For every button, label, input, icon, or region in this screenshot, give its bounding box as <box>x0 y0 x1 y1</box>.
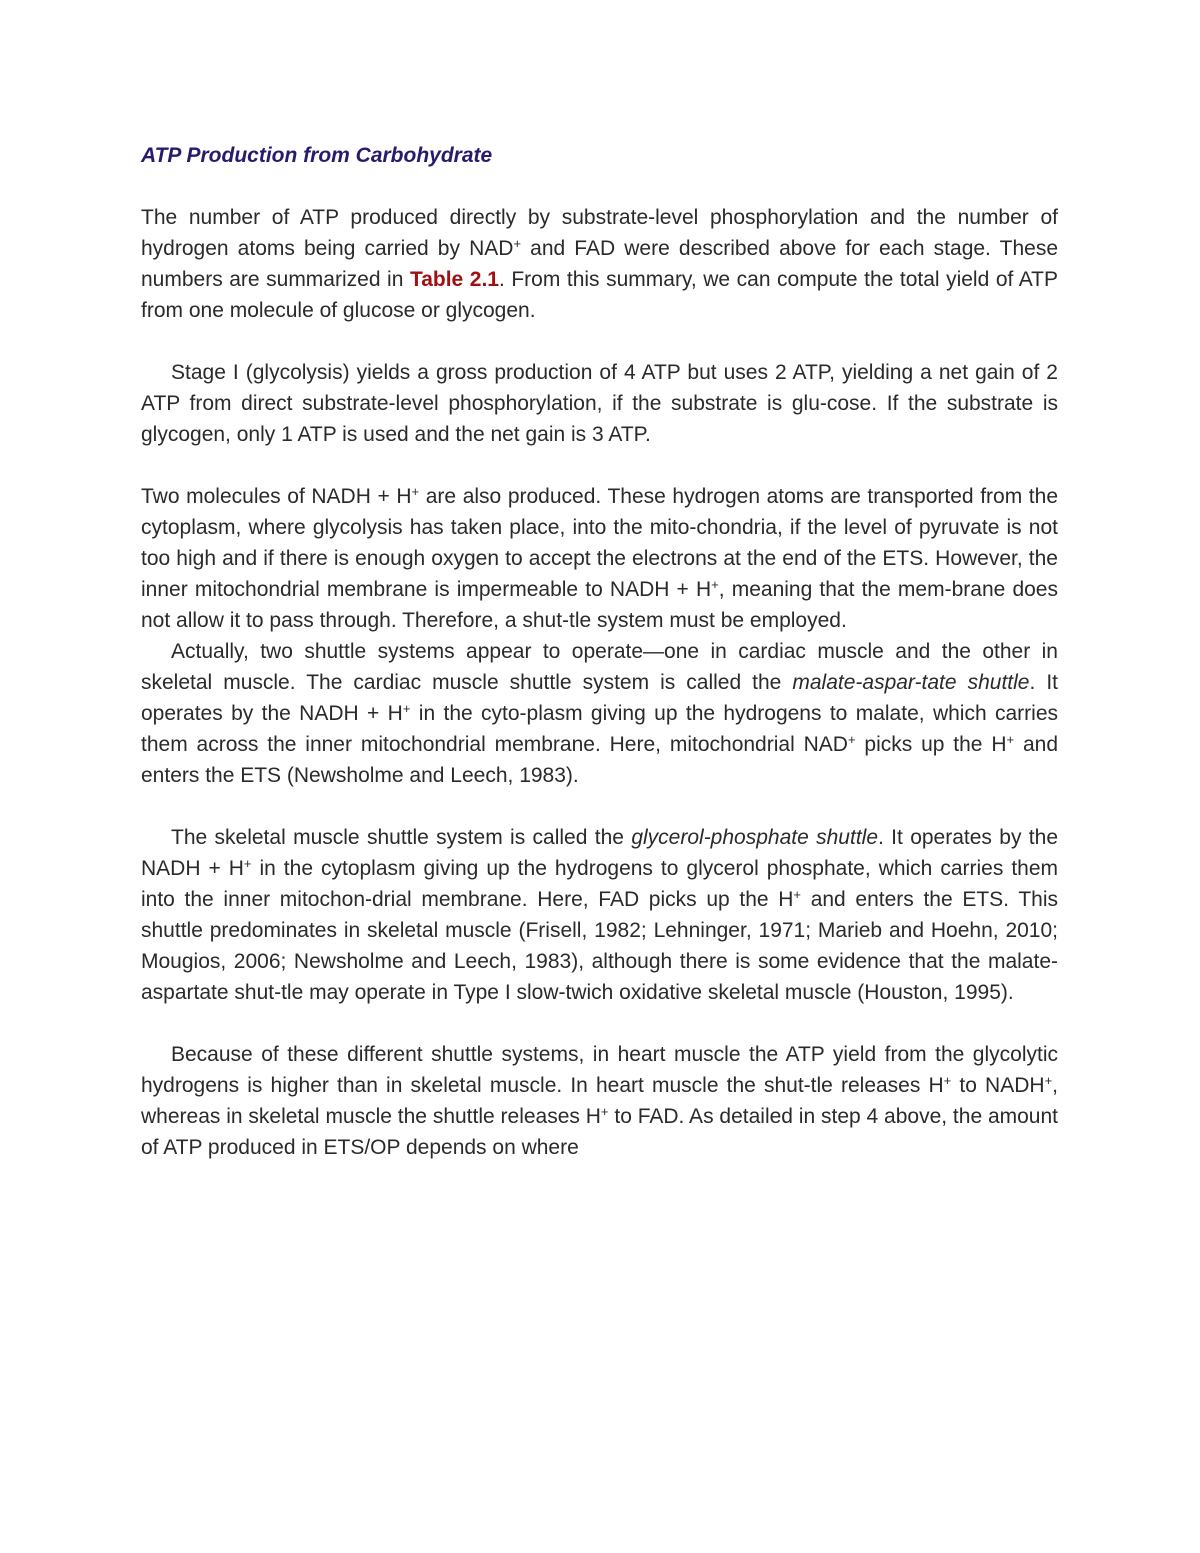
text-run: are also produced. These hydrogen atoms are transported from the cytoplasm, where glycolysis has taken place, into the mito-chondria, if the level of pyruvate is not too high and if there is enough oxygen to accept the electrons at the end of the ETS. However, the inner mitochondrial membrane is impermeable to NADH + H <box>141 485 1058 601</box>
text-run: Actually, two shuttle systems appear to operate—one in cardiac muscle and the other in skeletal muscle. The cardiac muscle shuttle system is called the <box>141 640 1058 694</box>
document-page <box>141 140 1058 1163</box>
text-run: Because of these different shuttle systems, in heart muscle the ATP yield from the glycolytic hydrogens is higher than in skeletal muscle. In heart muscle the shut-tle releases H <box>141 1043 1058 1097</box>
text-run: picks up the H <box>855 733 1007 756</box>
paragraph-stage-one <box>141 357 1058 450</box>
text-run: and FAD were described above for each stage. These numbers are summarized in <box>141 237 1058 291</box>
text-run: and enters the ETS. This shuttle predominates in skeletal muscle (Frisell, 1982; Lehninger, 1971; Marieb and Hoehn, 2010; Mougios, 2006; Newsholme and Leech, 1983), although there is some evidence that the malate-aspartate shut-tle may operate in Type I slow-twich oxidative skeletal muscle (Houston, 1995). <box>141 888 1058 1004</box>
paragraph-intro <box>141 202 1058 326</box>
paragraph-nadh-transport <box>141 481 1058 636</box>
superscript-plus: + <box>793 887 802 902</box>
superscript-plus: + <box>711 577 719 592</box>
superscript-plus: + <box>402 701 411 716</box>
superscript-plus: + <box>1006 732 1015 747</box>
text-run: . From this summary, we can compute the total yield of ATP from one molecule of glucose or glycogen. <box>141 268 1058 322</box>
text-run: to NADH <box>951 1074 1045 1097</box>
text-run: The skeletal muscle shuttle system is called the <box>171 826 632 849</box>
text-run: . It operates by the NADH + H <box>141 826 1058 880</box>
text-run: The number of ATP produced directly by substrate-level phosphorylation and the number of hydrogen atoms being carried by NAD <box>141 206 1058 260</box>
section-title: ATP Production from Carbohydrate <box>141 144 493 167</box>
paragraph-atp-yield <box>141 1039 1058 1163</box>
superscript-plus: + <box>600 1104 609 1119</box>
text-run: Two molecules of NADH + H <box>141 485 412 508</box>
text-run: to FAD. As detailed in step 4 above, the amount of ATP produced in ETS/OP depends on where <box>141 1105 1059 1159</box>
superscript-plus: + <box>1044 1073 1053 1088</box>
paragraph-shuttle-systems <box>141 636 1058 791</box>
superscript-plus: + <box>943 1073 952 1088</box>
text-run: Stage I (glycolysis) yields a gross production of 4 ATP but uses 2 ATP, yielding a net gain of 2 ATP from direct substrate-level phosphorylation, if the substrate is glu-cose. If the substrate is glycogen, only 1 ATP is used and the net gain is 3 ATP. <box>141 361 1058 446</box>
superscript-plus: + <box>411 484 420 499</box>
paragraph-skeletal-shuttle <box>141 822 1058 1008</box>
text-run: in the cyto-plasm giving up the hydrogens to malate, which carries them across the inner mitochondrial membrane. Here, mitochondrial NAD <box>141 702 1058 756</box>
italic-term: malate-aspar-tate shuttle <box>792 671 1030 694</box>
italic-term: glycerol-phosphate shuttle <box>631 826 878 849</box>
table-reference-link[interactable]: Table 2.1 <box>409 268 499 291</box>
text-run: . It operates by the NADH + H <box>141 671 1058 725</box>
text-run: , meaning that the mem-brane does not allow it to pass through. Therefore, a shut-tle system must be employed. <box>141 578 1058 632</box>
text-run: , whereas in skeletal muscle the shuttle releases H <box>141 1074 1058 1128</box>
superscript-plus: + <box>243 856 252 871</box>
text-run: in the cytoplasm giving up the hydrogens to glycerol phosphate, which carries them into the inner mitochon-drial membrane. Here, FAD picks up the H <box>141 857 1058 911</box>
text-run: and enters the ETS (Newsholme and Leech, 1983). <box>141 733 1058 787</box>
superscript-plus: + <box>513 236 522 251</box>
superscript-plus: + <box>847 732 856 747</box>
